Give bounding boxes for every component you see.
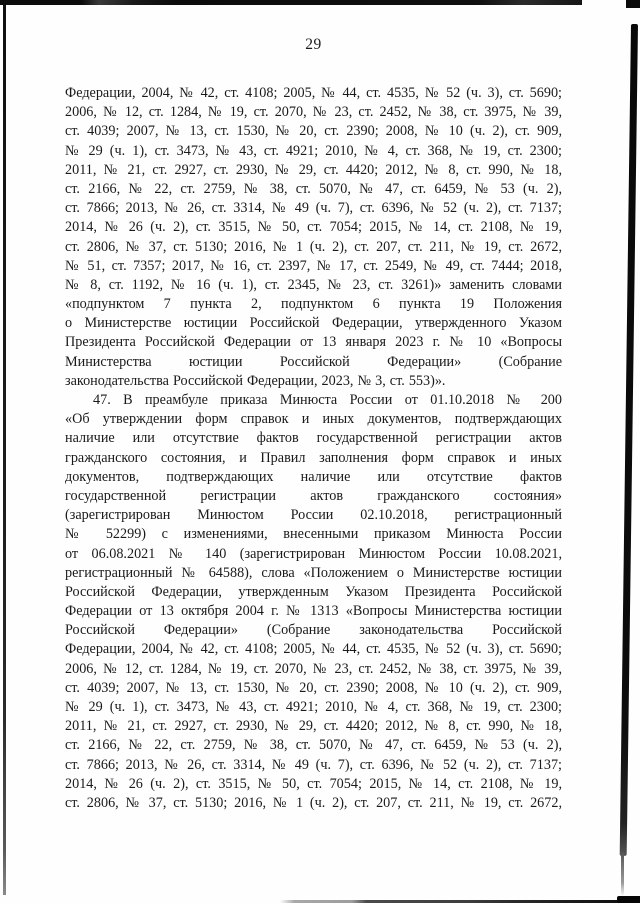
text-line: 2014, № 26 (ч. 2), ст. 3515, № 50, ст. 7054; 2015, № 14, ст. 2108, № 19, [65, 219, 562, 236]
text-line: № 29 (ч. 1), ст. 3473, № 43, ст. 4921; 2010, № 4, ст. 368, № 19, ст. 2300; [65, 142, 562, 159]
text-line: 2006, № 12, ст. 1284, № 19, ст. 2070, № 23, ст. 2452, № 38, ст. 3975, № 39, [65, 660, 562, 677]
text-line: ст. 7866; 2013, № 26, ст. 3314, № 49 (ч. 7), ст. 6396, № 52 (ч. 2), ст. 7137; [65, 756, 562, 773]
document-text [65, 84, 562, 813]
text-line: документов, подтверждающих наличие или отсутствие фактов [65, 468, 562, 485]
text-line: ст. 2166, № 22, ст. 2759, № 38, ст. 5070, № 47, ст. 6459, № 53 (ч. 2), [65, 737, 562, 754]
text-line: 47. В преамбуле приказа Минюста России от 01.10.2018 № 200 [93, 392, 562, 408]
text-line: ст. 2166, № 22, ст. 2759, № 38, ст. 5070, № 47, ст. 6459, № 53 (ч. 2), [65, 180, 562, 197]
text-line: 2011, № 21, ст. 2927, ст. 2930, № 29, ст. 4420; 2012, № 8, ст. 990, № 18, [65, 161, 562, 178]
scan-edge-bottom [280, 900, 640, 903]
text-line: Федерации от 13 октября 2004 г. № 1313 «Вопросы Министерства юстиции [65, 603, 562, 620]
text-line: № 51, ст. 7357; 2017, № 16, ст. 2397, № 17, ст. 2549, № 49, ст. 7444; 2018, [65, 257, 562, 274]
text-line: ст. 2806, № 37, ст. 5130; 2016, № 1 (ч. 2), ст. 207, ст. 211, № 19, ст. 2672, [65, 238, 562, 255]
text-line: ст. 4039; 2007, № 13, ст. 1530, № 20, ст. 2390; 2008, № 10 (ч. 2), ст. 909, [65, 679, 562, 696]
text-line: гражданского состояния, и Правил заполнения форм справок и иных [65, 449, 562, 466]
scan-edge-top [0, 0, 582, 5]
text-line: ст. 4039; 2007, № 13, ст. 1530, № 20, ст. 2390; 2008, № 10 (ч. 2), ст. 909, [65, 123, 562, 140]
scan-edge-right-tail [621, 852, 624, 896]
text-line: регистрационный № 64588), слова «Положением о Министерстве юстиции [65, 564, 562, 581]
text-line: о Министерстве юстиции Российской Федерации, утвержденного Указом [65, 315, 562, 332]
text-line: Российской Федерации, утвержденным Указом Президента Российской [65, 583, 562, 600]
text-line: Российской Федерации» (Собрание законодательства Российской [65, 622, 562, 639]
text-line: ст. 2806, № 37, ст. 5130; 2016, № 1 (ч. 2), ст. 207, ст. 211, № 19, ст. 2672, [65, 794, 562, 811]
text-line: государственной регистрации актов гражданского состояния» [65, 487, 562, 504]
text-line: от 06.08.2021 № 140 (зарегистрирован Минюстом России 10.08.2021, [65, 545, 562, 562]
page-number: 29 [305, 36, 322, 53]
text-line: Министерства юстиции Российской Федерации» (Собрание [65, 353, 562, 370]
text-line: № 52299) с изменениями, внесенными приказом Минюста России [65, 526, 562, 543]
text-line: № 8, ст. 1192, № 16 (ч. 1), ст. 2345, № 23, ст. 3261)» заменить словами [65, 276, 562, 293]
text-line: Федерации, 2004, № 42, ст. 4108; 2005, № 44, ст. 4535, № 52 (ч. 3), ст. 5690; [65, 85, 562, 101]
text-line: (зарегистрирован Минюстом России 02.10.2018, регистрационный [65, 507, 562, 524]
text-line: 2014, № 26 (ч. 2), ст. 3515, № 50, ст. 7054; 2015, № 14, ст. 2108, № 19, [65, 775, 562, 792]
text-line: наличие или отсутствие фактов государственной регистрации актов [65, 430, 562, 447]
text-line: «Об утверждении форм справок и иных документов, подтверждающих [65, 411, 562, 428]
text-line: Президента Российской Федерации от 13 января 2023 г. № 10 «Вопросы [65, 334, 562, 351]
scan-edge-right [620, 24, 638, 856]
scan-edge-left [3, 5, 6, 895]
scan-edge-top-right-corner [626, 0, 640, 8]
text-line: 2011, № 21, ст. 2927, ст. 2930, № 29, ст. 4420; 2012, № 8, ст. 990, № 18, [65, 718, 562, 735]
text-line: «подпунктом 7 пункта 2, подпунктом 6 пункта 19 Положения [65, 296, 562, 313]
text-line: ст. 7866; 2013, № 26, ст. 3314, № 49 (ч. 7), ст. 6396, № 52 (ч. 2), ст. 7137; [65, 200, 562, 217]
scan-edge-bottom-right-blob [617, 896, 640, 903]
text-line: законодательства Российской Федерации, 2023, № 3, ст. 553)». [65, 372, 446, 389]
text-line: Федерации, 2004, № 42, ст. 4108; 2005, № 44, ст. 4535, № 52 (ч. 3), ст. 5690; [65, 641, 562, 658]
text-line: № 29 (ч. 1), ст. 3473, № 43, ст. 4921; 2010, № 4, ст. 368, № 19, ст. 2300; [65, 699, 562, 715]
text-line: 2006, № 12, ст. 1284, № 19, ст. 2070, № 23, ст. 2452, № 38, ст. 3975, № 39, [65, 104, 562, 121]
